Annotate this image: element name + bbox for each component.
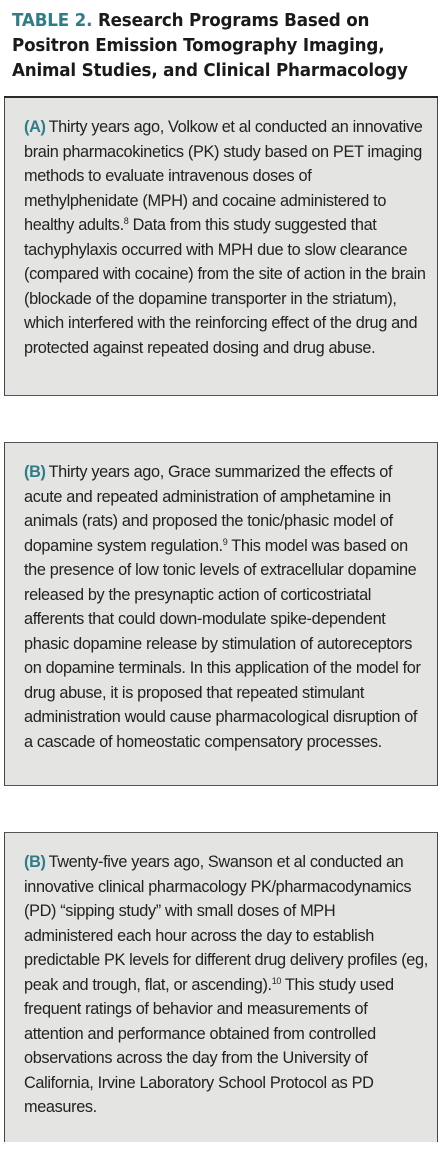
row-text: Thirty years ago, Grace summarized the effects of acute and repeated administration of amphetamine in animals (rats) and proposed the tonic/phasic model of dopamine system regulation. [24,463,393,555]
research-programs-table [4,96,438,1142]
table-number: TABLE 2. [12,10,93,31]
row-text: Twenty-five years ago, Swanson et al conducted an innovative clinical pharmacology PK/pharmacodynamics (PD) “sipping study” with small doses of MPH administered each hour across the day to establish predictable PK levels for different drug delivery profiles (eg, peak and trough, flat, or ascending). [24,853,428,994]
table-cell [24,460,428,754]
table-row [4,832,438,1142]
table-row [4,442,438,786]
table-row [4,98,438,396]
table-cell [24,850,428,1120]
row-text-continued: This study used frequent ratings of behavior and measurements of attention and performance obtained from controlled observations across the day from the University of California, Irvine Laboratory School Protocol as PD measures. [24,975,394,1116]
table-title-text: Research Programs Based on Positron Emission Tomography Imaging, Animal Studies, and Clinical Pharmacology [12,10,408,81]
row-label: (B) [24,853,46,871]
row-text: Thirty years ago, Volkow et al conducted an innovative brain pharmacokinetics (PK) study based on PET imaging methods to evaluate intravenous doses of methylphenidate (MPH) and cocaine administered to healthy adults. [24,118,423,234]
reference-number: 10 [271,975,282,986]
reference-number: 9 [222,536,228,547]
table-cell [24,115,428,360]
row-text-continued: Data from this study suggested that tachyphylaxis occurred with MPH due to slow clearance (compared with cocaine) from the site of action in the brain (blockade of the dopamine transporter in the striatum), which interfered with the reinforcing effect of the drug and protected against repeated dosing and drug abuse. [24,216,426,357]
row-label: (A) [24,118,46,136]
row-label: (B) [24,463,46,481]
reference-number: 8 [123,216,129,226]
row-text-continued: This model was based on the presence of low tonic levels of extracellular dopamine released by the presynaptic action of corticostriatal afferents that could down-modulate spike-dependent phasic dopamine release by stimulation of autoreceptors on dopamine terminals. In this application of the model for drug abuse, it is proposed that repeated stimulant administration would cause pharmacological disruption of a cascade of homeostatic compensatory processes. [24,536,421,751]
table-title [12,8,408,83]
